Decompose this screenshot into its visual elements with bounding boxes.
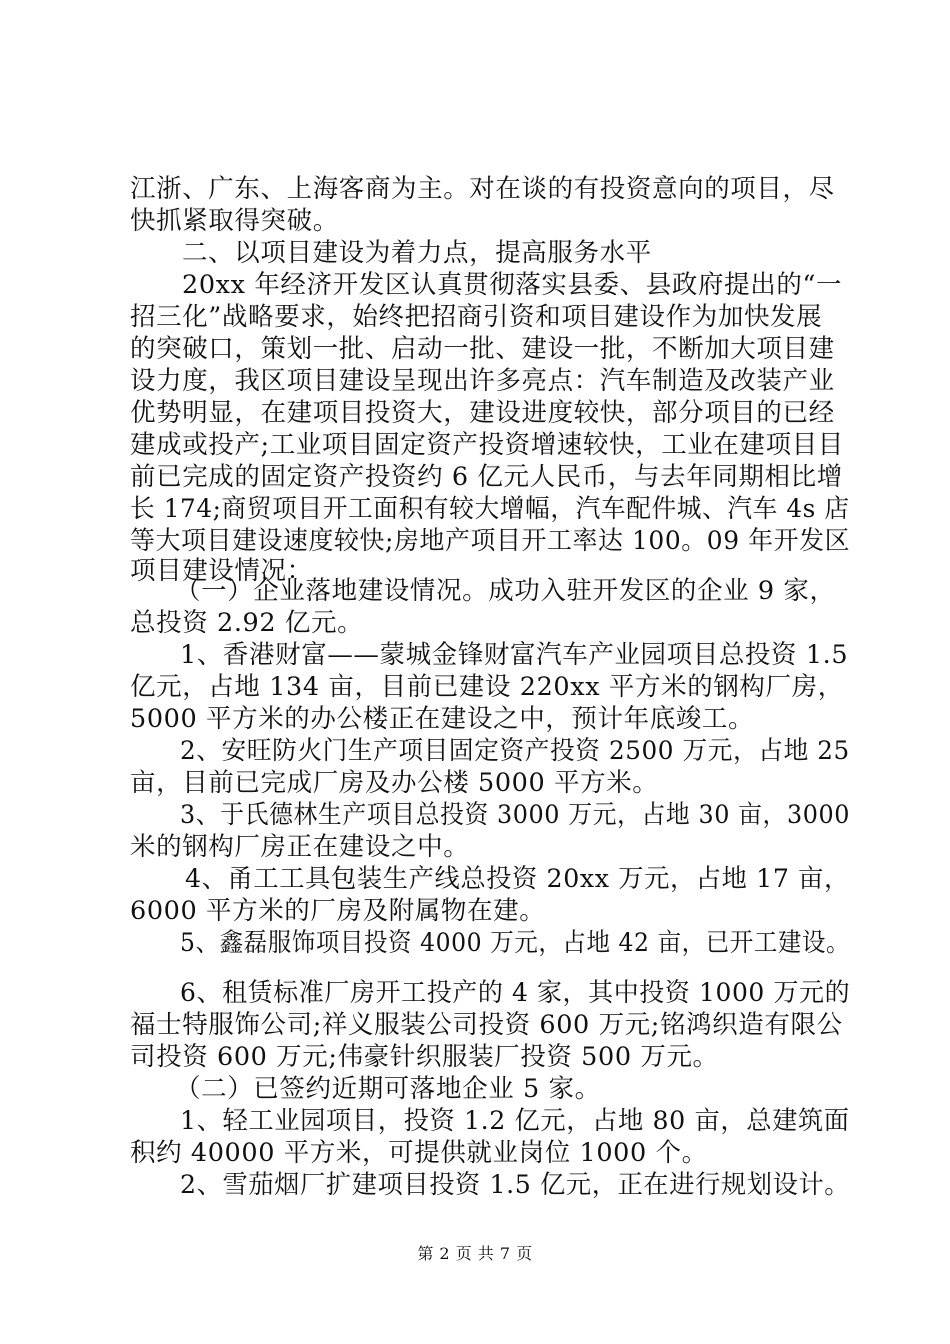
text-line-1: 江浙、广东、上海客商为主。对在谈的有投资意向的项目，尽 [130,174,835,204]
text-line-25: 5、鑫磊服饰项目投资 4000 万元，占地 42 亩，已开工建设。 [180,928,851,958]
text-line-6: 的突破口，策划一批、启动一批、建设一批，不断加大项目建 [130,334,835,364]
text-line-11: 长 174;商贸项目开工面积有较大增幅，汽车配件城、汽车 4s 店 [130,494,850,524]
text-line-4: 20xx 年经济开发区认真贯彻落实县委、县政府提出的“一 [182,270,843,300]
subsection-heading-1: （一）企业落地建设情况。成功入驻开发区的企业 9 家， [175,576,836,606]
text-line-15: 总投资 2.92 亿元。 [130,608,364,638]
text-line-28: 司投资 600 万元;伟豪针织服装厂投资 500 万元。 [130,1042,719,1072]
text-line-13: 项目建设情况： [130,556,313,586]
text-line-9: 建成或投产;工业项目固定资产投资增速较快，工业在建项目目 [130,430,844,460]
text-line-26: 6、租赁标准厂房开工投产的 4 家，其中投资 1000 万元的 [180,978,851,1008]
subsection-heading-2: （二）已签约近期可落地企业 5 家。 [175,1074,601,1104]
text-line-10: 前已完成的固定资产投资约 6 亿元人民币，与去年同期相比增 [130,462,843,492]
text-line-16: 1、香港财富——蒙城金锋财富汽车产业园项目总投资 1.5 [180,640,849,670]
text-line-31: 积约 40000 平方米，可提供就业岗位 1000 个。 [130,1138,708,1168]
section-heading: 二、以项目建设为着力点，提高服务水平 [182,238,652,268]
text-line-20: 亩，目前已完成厂房及办公楼 5000 平方米。 [130,768,659,798]
text-line-23: 4、甬工工具包装生产线总投资 20xx 万元，占地 17 亩， [185,864,850,894]
page-number-footer: 第 2 页 共 7 页 [417,1244,533,1263]
text-line-17: 亿元，占地 134 亩，目前已建设 220xx 平方米的钢构厂房， [130,672,844,702]
text-line-18: 5000 平方米的办公楼正在建设之中，预计年底竣工。 [130,704,755,734]
text-line-30: 1、轻工业园项目，投资 1.2 亿元，占地 80 亩，总建筑面 [180,1106,850,1136]
text-line-7: 设力度，我区项目建设呈现出许多亮点：汽车制造及改装产业 [130,366,835,396]
text-line-19: 2、安旺防火门生产项目固定资产投资 2500 万元，占地 25 [180,736,850,766]
text-line-2: 快抓紧取得突破。 [130,206,339,236]
text-line-5: 招三化”战略要求，始终把招商引资和项目建设作为加快发展 [130,302,823,332]
text-line-8: 优势明显，在建项目投资大，建设进度较快，部分项目的已经 [130,398,835,428]
text-line-32: 2、雪茄烟厂扩建项目投资 1.5 亿元，正在进行规划设计。 [180,1170,851,1200]
text-line-12: 等大项目建设速度较快;房地产项目开工率达 100。09 年开发区 [130,526,851,556]
text-line-27: 福士特服饰公司;祥义服装公司投资 600 万元;铭鸿织造有限公 [130,1010,843,1040]
text-line-24: 6000 平方米的厂房及附属物在建。 [130,896,546,926]
text-line-21: 3、于氏德林生产项目总投资 3000 万元，占地 30 亩，3000 [180,800,850,830]
text-line-22: 米的钢构厂房正在建设之中。 [130,832,470,862]
